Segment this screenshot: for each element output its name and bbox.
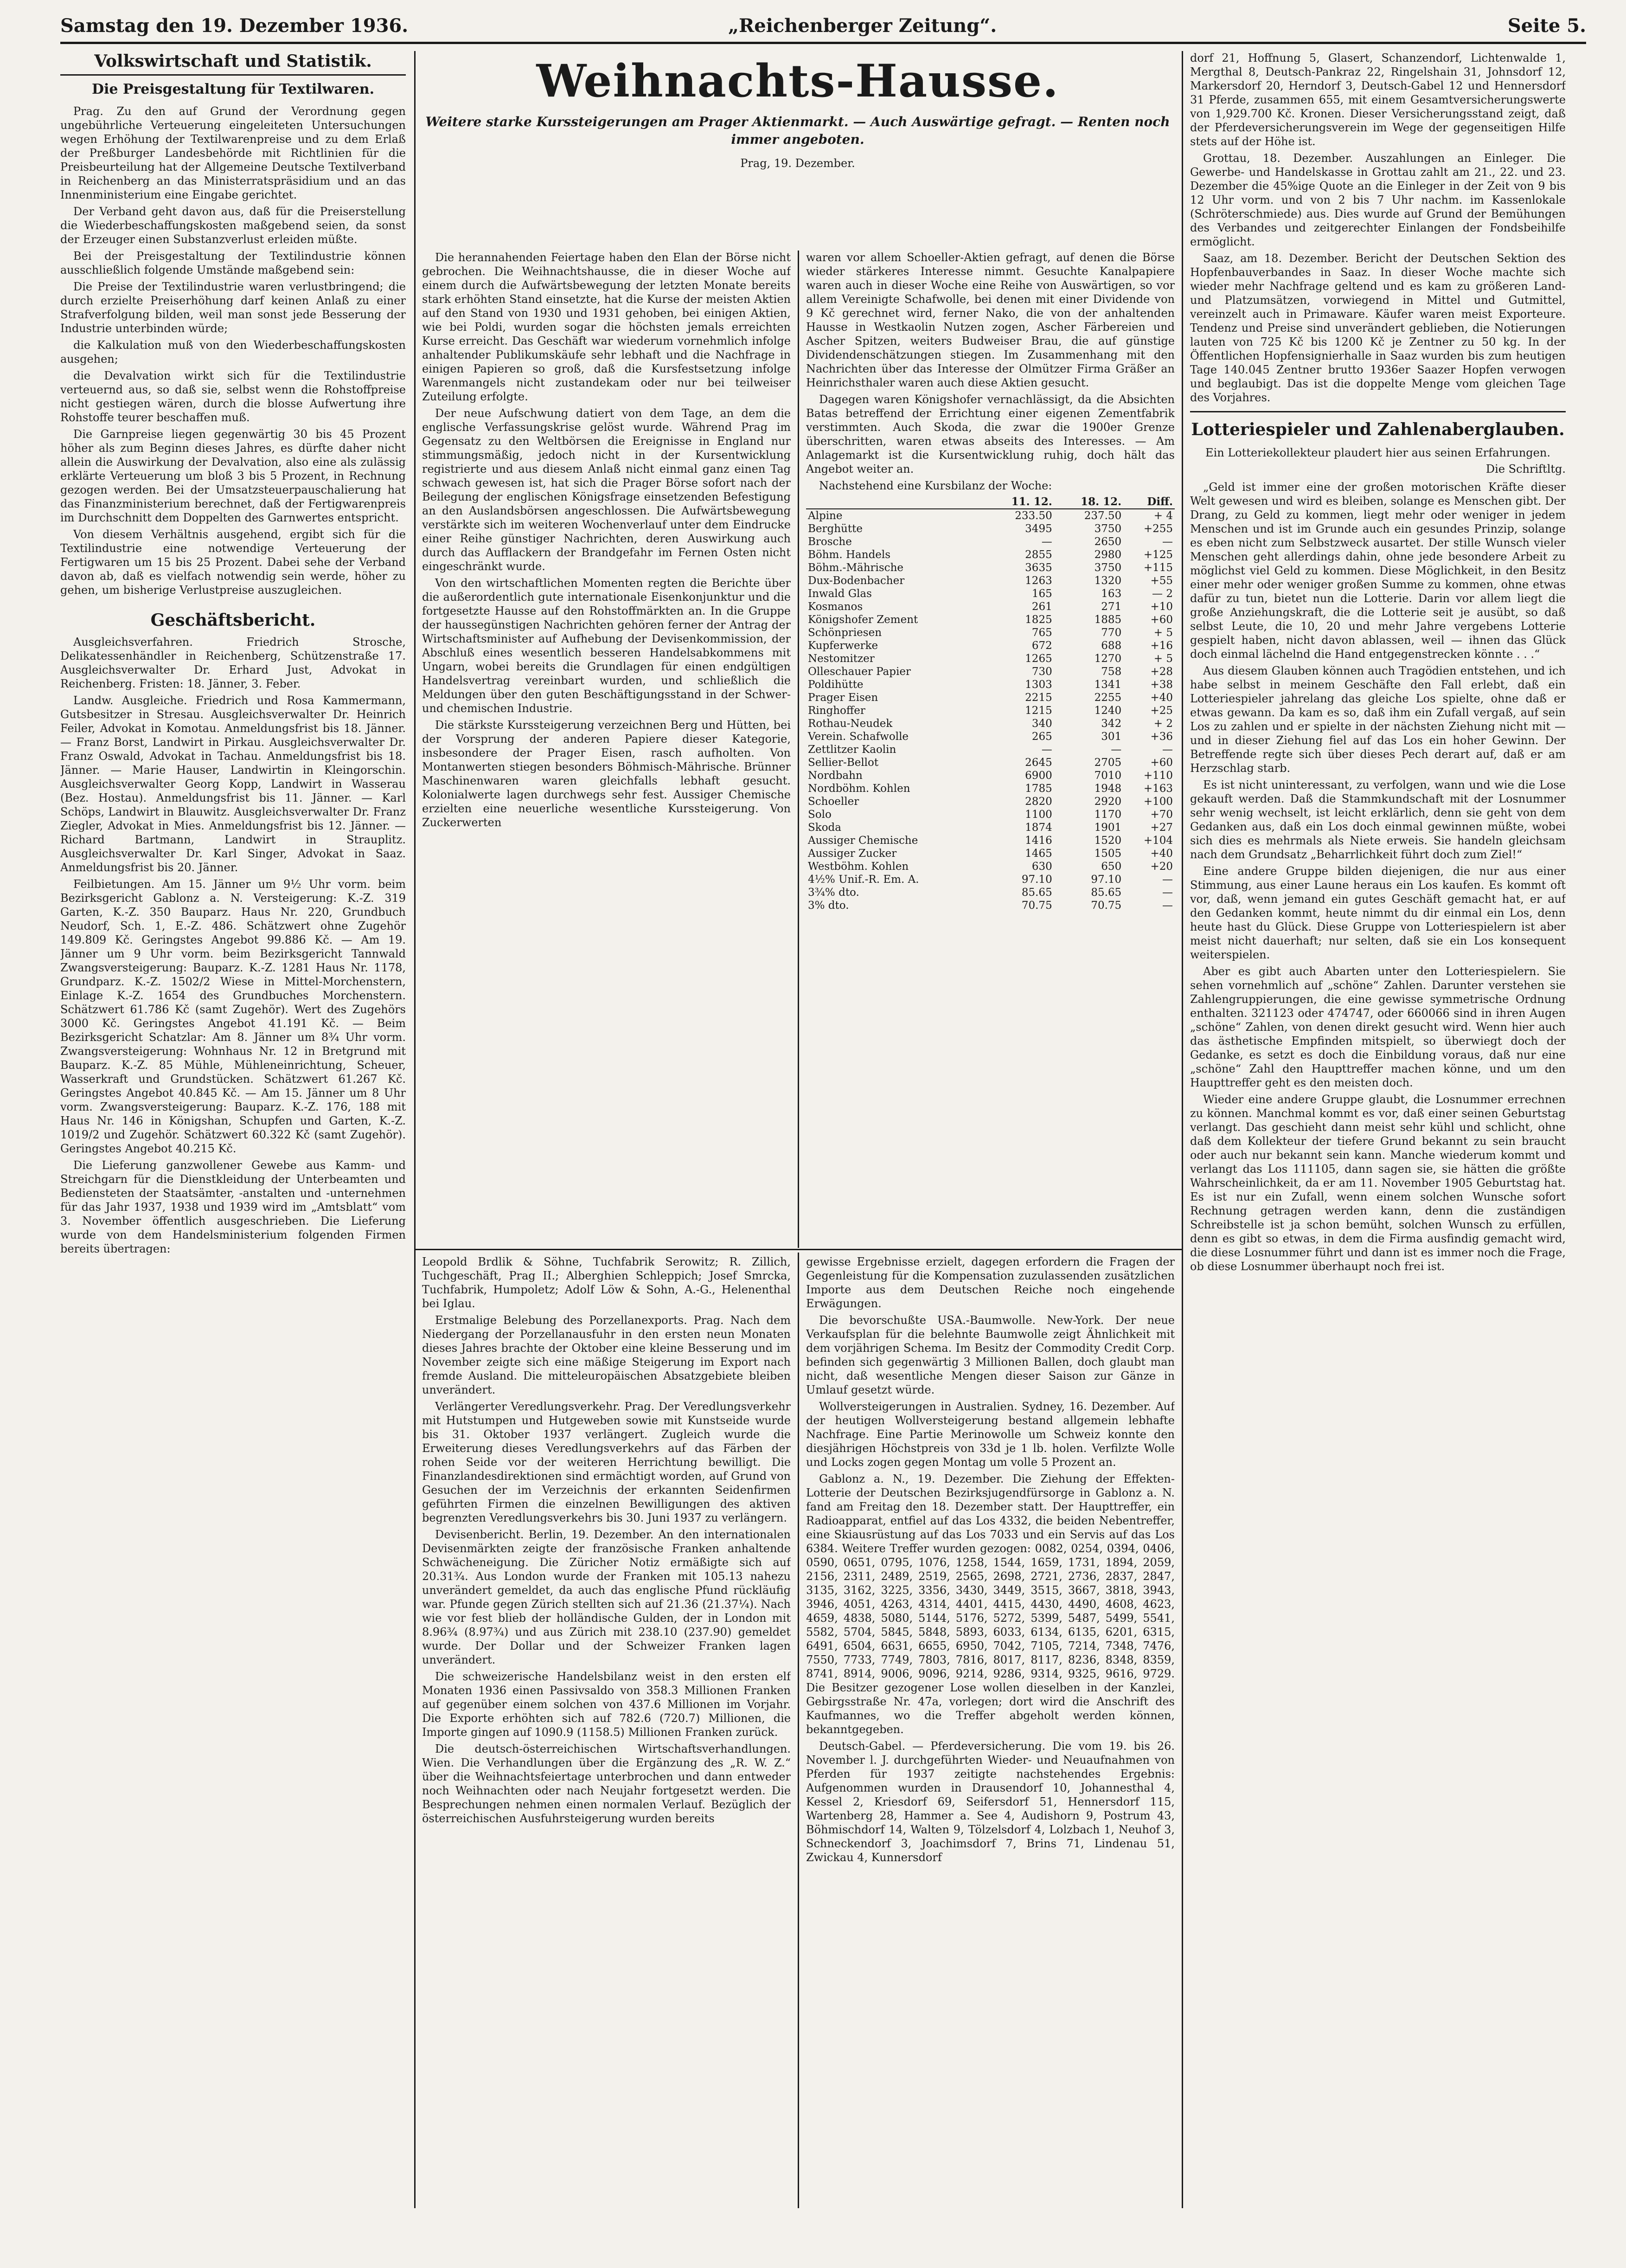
stock-value-cell: 1170 <box>1094 809 1122 821</box>
stock-value-cell: +255 <box>1143 523 1173 535</box>
stock-value-cell: 1901 <box>1094 822 1122 834</box>
column-rule-center-lower <box>798 1253 799 2208</box>
stock-value-cell: 630 <box>1031 861 1052 873</box>
stock-value-cell: 7010 <box>1094 770 1122 782</box>
stock-value-cell: + 5 <box>1153 627 1173 639</box>
table-row <box>806 626 1175 639</box>
stock-value-cell: 2820 <box>1025 796 1052 808</box>
table-row <box>806 522 1175 535</box>
stock-value-cell: 3495 <box>1025 523 1052 535</box>
stock-name-cell: Brosche <box>808 536 852 548</box>
stock-value-cell: 85.65 <box>1091 887 1122 899</box>
stock-name-cell: Inwald Glas <box>808 588 872 600</box>
paragraph: Landw. Ausgleiche. Friedrich und Rosa Kammermann, Gutsbesitzer in Stresau. Ausgleichsverwalter Dr. Heinrich Feiler, Advokat in Komotau. Anmeldungsfrist bis 18. Jänner. — Franz Borst, Landwirt in Pirkau. Ausgleichsverwalter Dr. Franz Oswald, Advokat in Tachau. Anmeldungsfrist bis 18. Jänner. — Marie Hauser, Landwirtin in Kleingorschin. Ausgleichsverwalter Georg Kopp, Landwirt in Wasserau (Bez. Hostau). Anmeldungsfrist bis 11. Jänner. — Karl Schöps, Landwirt in Blauwitz. Ausgleichsverwalter Dr. Franz Ziegler, Advokat in Mies. Anmeldungsfrist bis 12. Jänner. — Richard Bartmann, Landwirt in Strauplitz. Ausgleichsverwalter Dr. Karl Singer, Advokat in Saaz. Anmeldungsfrist bis 20. Jänner. <box>60 694 406 874</box>
table-header-cell: 11. 12. <box>985 495 1054 509</box>
stock-value-cell: +38 <box>1150 679 1173 691</box>
table-row <box>806 808 1175 821</box>
stock-value-cell: +110 <box>1143 770 1173 782</box>
table-row <box>806 574 1175 587</box>
table-row <box>806 548 1175 561</box>
stock-value-cell: +104 <box>1143 835 1173 847</box>
table-row <box>806 756 1175 769</box>
center-lower-column-a <box>422 1255 791 2208</box>
stock-value-cell: 1465 <box>1025 848 1052 860</box>
article-title-lotteriespieler: Lotteriespieler und Zahlenaberglauben. <box>1191 420 1565 439</box>
stock-value-cell: +60 <box>1150 757 1173 769</box>
stock-value-cell: 261 <box>1031 601 1052 613</box>
stock-value-cell: — <box>1111 744 1122 756</box>
paragraph: waren vor allem Schoeller-Aktien gefragt, auf denen die Börse wieder stärkeres Interesse nimmt. Gesuchte Kanalpapiere waren auch in dieser Woche eine Reihe von Auswärtigen, so vor allem Vereinigte Schafwolle, bei denen mit einer Dividende von 9 Kč gerechnet wird, ferner Nako, die von der anhaltenden Hausse in Westkaolin Nutzen zogen, Ascher Färbereien und Ascher Spitzen, weiters Budweiser Brau, die auf günstige Dividendenschätzungen stiegen. Im Zusammenhang mit den Nachrichten über das Interesse der Olmützer Firma Gräßer an Heinrichsthaler waren auch diese Aktien gesucht. <box>806 251 1175 389</box>
stock-name-cell: Schönpriesen <box>808 627 882 639</box>
stock-value-cell: 70.75 <box>1091 899 1122 912</box>
stock-name-cell: Verein. Schafwolle <box>808 731 909 743</box>
stock-name-cell: Zettlitzer Kaolin <box>808 744 896 756</box>
stock-value-cell: 1505 <box>1094 848 1122 860</box>
stock-name-cell: Sellier-Bellot <box>808 757 879 769</box>
stock-name-cell: Kupferwerke <box>808 640 878 652</box>
stock-value-cell: 2920 <box>1094 796 1122 808</box>
paragraph: Die bevorschußte USA.-Baumwolle. New-York. Der neue Verkaufsplan für die belehnte Baumwolle zeigt Ähnlichkeit mit dem vorjährigen Schema. Im Besitz der Commodity Credit Corp. befinden sich gegenwärtig 3 Millionen Ballen, doch glaubt man nicht, daß wesentliche Mengen dieser Saison zur Gänze in Umlauf gesetzt würde. <box>806 1314 1175 1396</box>
stock-value-cell: 3750 <box>1094 562 1122 574</box>
column-volkswirtschaft <box>60 51 406 2208</box>
table-row <box>806 535 1175 548</box>
paragraph: Dagegen waren Königshofer vernachlässigt, da die Absichten Batas betreffend der Errichtung einer eigenen Zementfabrik verstimmten. Auch Skoda, die zwar die 1900er Grenze überschritten, waren etwas abseits des Interesses. — Am Anlagemarkt ist die Kursentwicklung ruhig, doch hält das Angebot weiter an. <box>806 393 1175 475</box>
paragraph: Die herannahenden Feiertage haben den Elan der Börse nicht gebrochen. Die Weihnachtshausse, die in dieser Woche auf einem durch die Aufwärtsbewegung der letzten Monate bereits stark erhöhten Stand einsetzte, hat die Kurse der meisten Aktien auf den Stand von 1930 und 1931 gehoben, bei einigen Aktien, wie bei Poldi, wurden sogar die höchsten jemals erreichten Kurse erreicht. Das Geschäft war wiederum vornehmlich infolge anhaltender Publikumskäufe sehr lebhaft und die Nachfrage in einigen Papieren so groß, daß die Kursfestsetzung infolge Warenmangels nicht zustandekam oder nur bei teilweiser Zuteilung erfolgte. <box>422 251 791 403</box>
table-header-cell: Diff. <box>1123 495 1175 509</box>
section-heading: Volkswirtschaft und Statistik. <box>60 51 406 76</box>
stock-value-cell: 1885 <box>1094 614 1122 626</box>
stock-value-cell: 2705 <box>1094 757 1122 769</box>
stock-value-cell: 1303 <box>1025 679 1052 691</box>
stock-value-cell: — <box>1041 536 1052 548</box>
stock-value-cell: 233.50 <box>1015 510 1052 522</box>
center-headline-block <box>422 51 1173 251</box>
stock-value-cell: — <box>1162 744 1173 756</box>
paragraph: die Kalkulation muß von den Wiederbeschaffungskosten ausgehen; <box>60 339 406 366</box>
table-row <box>806 847 1175 860</box>
stock-value-cell: +163 <box>1143 783 1173 795</box>
paragraph: Die schweizerische Handelsbilanz weist in den ersten elf Monaten 1936 einen Passivsaldo von 358.3 Millionen Franken auf gegenüber einem solchen von 437.6 Millionen im Vorjahr. Die Exporte erhöhten sich auf 782.6 (720.7) Millionen, die Importe gingen auf 1090.9 (1158.5) Millionen Franken zurück. <box>422 1670 791 1739</box>
article-title-geschaeftsbericht: Geschäftsbericht. <box>150 610 316 630</box>
paragraph: die Devalvation wirkt sich für die Textilindustrie verteuernd aus, so daß sie, selbst wenn die Rohstoffpreise nicht gestiegen wären, durch die blosse Aufwertung ihre Rohstoffe teurer beschaffen muß. <box>60 369 406 424</box>
stock-value-cell: +36 <box>1150 731 1173 743</box>
stock-value-cell: 6900 <box>1025 770 1052 782</box>
stock-value-cell: + 5 <box>1153 653 1173 665</box>
stock-value-cell: — <box>1162 536 1173 548</box>
table-row <box>806 691 1175 704</box>
column-rule-1 <box>414 51 416 2208</box>
stock-value-cell: 2645 <box>1025 757 1052 769</box>
paragraph: Devisenbericht. Berlin, 19. Dezember. An den internationalen Devisenmärkten zeigte der französische Franken anhaltende Schwächeneigung. Die Züricher Notiz ermäßigte sich auf 20.31¾. Aus London wurde der Franken mit 105.13 nahezu unverändert gemeldet, da auch das englische Pfund rückläufig war. Pfunde gegen Zürich stellten sich auf 21.36 (21.37¼). Nach wie vor fest blieb der holländische Gulden, der in London mit 8.96¾ (8.97¾) und aus Zürich mit 238.10 (237.90) gemeldet wurde. Der Dollar und der Schweizer Franken lagen unverändert. <box>422 1528 791 1666</box>
stock-value-cell: + 4 <box>1153 510 1173 522</box>
stock-value-cell: + 2 <box>1153 718 1173 730</box>
paragraph: Ausgleichsverfahren. Friedrich Strosche, Delikatessenhändler in Reichenberg, Schützenstraße 17. Ausgleichsverwalter Dr. Erhard Just, Advokat in Reichenberg. Fristen: 18. Jänner, 3. Feber. <box>60 636 406 690</box>
stock-value-cell: 342 <box>1101 718 1122 730</box>
table-row <box>806 834 1175 847</box>
stock-name-cell: Aussiger Chemische <box>808 835 918 847</box>
stock-name-cell: Nordbahn <box>808 770 863 782</box>
stock-value-cell: +25 <box>1150 705 1173 717</box>
stock-value-cell: 165 <box>1031 588 1052 600</box>
table-row <box>806 743 1175 756</box>
column-right <box>1190 51 1566 2208</box>
stock-value-cell: +40 <box>1150 692 1173 704</box>
paragraph: „Geld ist immer eine der großen motorischen Kräfte dieser Welt gewesen und wird es bleiben, solange es Menschen gibt. Der Drang, zu Geld zu kommen, liegt mehr oder weniger in jedem Menschen und ist im Grunde auch ein gesundes Prinzip, solange es eben nicht zum Selbstzweck ausartet. Der stille Wunsch vieler Menschen geht allerdings dahin, ohne jede besondere Arbeit zu möglichst viel Geld zu kommen. Diese Möglichkeit, in den Besitz einer mehr oder weniger großen Summe zu kommen, ohne etwas dafür zu tun, bietet nun die Lotterie. Darin vor allem liegt die große Anziehungskraft, die die Lotterie seit je ausübt, so daß selbst Leute, die 10, 20 und mehr Jahre vergebens Lotterie gespielt haben, nicht davon ablassen, weil — ihnen das Glück doch einmal lächelnd die Hand entgegenstrecken könnte . . .“ <box>1190 481 1566 661</box>
stock-name-cell: Ringhoffer <box>808 705 865 717</box>
stock-value-cell: 340 <box>1031 718 1052 730</box>
stock-value-cell: 3635 <box>1025 562 1052 574</box>
paragraph: Gablonz a. N., 19. Dezember. Die Ziehung der Effekten-Lotterie der Deutschen Bezirksjugendfürsorge in Gablonz a. N. fand am Freitag den 18. Dezember statt. Der Haupttreffer, ein Radioapparat, entfiel auf das Los 4332, die beiden Nebentreffer, eine Skiausrüstung auf das Los 7033 und ein Servis auf das Los 6384. Weitere Treffer wurden gezogen: 0082, 0254, 0394, 0406, 0590, 0651, 0795, 1076, 1258, 1544, 1659, 1731, 1894, 2059, 2156, 2311, 2489, 2519, 2565, 2698, 2721, 2736, 2837, 2847, 3135, 3162, 3225, 3356, 3430, 3449, 3515, 3667, 3818, 3943, 3946, 4051, 4263, 4314, 4401, 4415, 4430, 4490, 4608, 4623, 4659, 4838, 5080, 5144, 5176, 5272, 5399, 5487, 5499, 5541, 5582, 5704, 5845, 5848, 5893, 6033, 6134, 6135, 6201, 6315, 6491, 6504, 6631, 6655, 6950, 7042, 7105, 7214, 7348, 7476, 7550, 7733, 7749, 7803, 7816, 8017, 8117, 8236, 8348, 8359, 8741, 8914, 9006, 9096, 9214, 9286, 9314, 9325, 9616, 9729. Die Besitzer gezogener Lose wollen dieselben in der Kanzlei, Gebirgsstraße Nr. 47a, vorlegen; dort wird die Anschrift des Kaufmannes, wo die Treffer abgeholt werden können, bekanntgegeben. <box>806 1472 1175 1736</box>
paragraph: Der neue Aufschwung datiert von dem Tage, an dem die englische Verfassungskrise gelöst wurde. Während Prag im Gegensatz zu den Weltbörsen die Ereignisse in England nur stimmungsmäßig, jedoch nicht in der Kursentwicklung registrierte und aus diesem Anlaß nicht einmal ganz einen Tag schwach gewesen ist, hat sich die Prager Börse sofort nach der Beilegung der englischen Königsfrage einsetzenden Befestigung an den Auslandsbörsen angeschlossen. Die Aufwärtsbewegung verstärkte sich im weiteren Wochenverlauf unter dem Eindrucke einer Reihe günstiger Nachrichten, deren Auswirkung auch durch das Aufflackern der Brandgefahr im Fernen Osten nicht eingeschränkt wurde. <box>422 407 791 573</box>
paragraph: Feilbietungen. Am 15. Jänner um 9½ Uhr vorm. beim Bezirksgericht Gablonz a. N. Versteigerung: K.-Z. 319 Garten, K.-Z. 350 Bauparz. Haus Nr. 220, Grundbuch Neudorf, Sch. 1, E.-Z. 486. Schätzwert ohne Zugehör 149.809 Kč. Geringstes Angebot 99.886 Kč. — Am 19. Jänner um 9 Uhr vorm. beim Bezirksgericht Tannwald Zwangsversteigerung: Bauparz. K.-Z. 1281 Haus Nr. 1178, Grundparz. K.-Z. 1502/2 Wiese in Mittel-Morchenstern, Einlage K.-Z. 1654 des Grundbuches Morchenstern. Schätzwert 61.786 Kč (samt Zugehör). Wert des Zugehörs 3000 Kč. Geringstes Angebot 41.191 Kč. — Beim Bezirksgericht Schatzlar: Am 8. Jänner um 8¾ Uhr vorm. Zwangsversteigerung: Wohnhaus Nr. 12 in Bretgrund mit Bauparz. K.-Z. 85 Mühle, Mühleneinrichtung, Scheuer, Wasserkraft und Grundstücken. Schätzwert 61.267 Kč. Geringstes Angebot 40.845 Kč. — Am 15. Jänner um 8 Uhr vorm. Zwangsversteigerung: Bauparz. K.-Z. 176, 188 mit Haus Nr. 146 in Königshan, Schupfen und Garten, K.-Z. 1019/2 und Zugehör. Schätzwert 60.322 Kč (samt Zugehör). Geringstes Angebot 40.215 Kč. <box>60 878 406 1155</box>
stock-value-cell: 2650 <box>1094 536 1122 548</box>
header-page-number: Seite 5. <box>1507 15 1586 37</box>
stock-value-cell: — <box>1041 744 1052 756</box>
stock-name-cell: 3¾% dto. <box>808 887 859 899</box>
table-header-cell <box>806 495 985 509</box>
table-row <box>806 717 1175 730</box>
stock-value-cell: — <box>1162 887 1173 899</box>
stock-value-cell: 97.10 <box>1021 874 1052 886</box>
stock-value-cell: 2215 <box>1025 692 1052 704</box>
paragraph: Der Verband geht davon aus, daß für die Preiserstellung die Wiederbeschaffungskosten maßgebend seien, da sonst der Erzeuger einen Substanzverlust erleiden müßte. <box>60 205 406 246</box>
paragraph: Die Preise der Textilindustrie waren verlustbringend; die durch erzielte Preiserhöhung darf keinen Anlaß zu einer Strafverfolgung bilden, weil man sonst jede Besserung der Industrie unterbinden würde; <box>60 280 406 335</box>
page-header <box>60 9 1586 44</box>
stock-value-cell: 1240 <box>1094 705 1122 717</box>
paragraph: Eine andere Gruppe bilden diejenigen, die nur aus einer Stimmung, aus einer Laune heraus ein Los kaufen. Es kommt oft vor, daß, wenn jemand ein gutes Geschäft gemacht hat, er auf den Gedanken kommt, heute nimmt du dir einmal ein Los, denn heute hast du Glück. Diese Gruppe von Lotteriespielern ist aber meist nicht dauerhaft; nur selten, daß sie ein Los konsequent weiterspielen. <box>1190 865 1566 961</box>
stock-value-cell: 1874 <box>1025 822 1052 834</box>
stock-name-cell: Königshofer Zement <box>808 614 918 626</box>
stock-name-cell: Böhm. Handels <box>808 549 891 561</box>
stock-value-cell: +10 <box>1150 601 1173 613</box>
stock-name-cell: Berghütte <box>808 523 863 535</box>
paragraph: Die Lieferung ganzwollener Gewebe aus Kamm- und Streichgarn für die Dienstkleidung der Unterbeamten und Bediensteten der Staatsämter, -anstalten und -unternehmen für das Jahr 1937, 1938 und 1939 wird im „Amtsblatt“ vom 3. November öffentlich ausgeschrieben. Die Lieferung wurde von dem Handelsministerium folgenden Firmen bereits übertragen: <box>60 1159 406 1255</box>
paragraph: Aus diesem Glauben können auch Tragödien entstehen, und ich habe selbst in meinem Geschäfte den Fall erlebt, daß ein Lotteriespieler jahrelang das gleiche Los spielte, ohne daß er etwas gewann. Da kam es so, daß ihm ein Zufall vergaß, auf sein Los zu zahlen und er spielte in der nächsten Ziehung nicht mit — und in dieser Ziehung fiel auf das Los ein hoher Gewinn. Der Betreffende regte sich über dieses Pech derart auf, daß er am Herzschlag starb. <box>1190 664 1566 775</box>
table-row <box>806 613 1175 626</box>
stock-value-cell: +16 <box>1150 640 1173 652</box>
stock-name-cell: Poldihütte <box>808 679 864 691</box>
paragraph: Es ist nicht uninteressant, zu verfolgen, wann und wie die Lose gekauft werden. Daß die Stammkundschaft mit der Losnummer sehr wenig wechselt, ist leicht erklärlich, denn sie geht von dem Gedanken aus, daß ein Los doch einmal gewinnen müßte, wobei sich dies es mehrmals als Niete erweis. Sie handeln gleichsam nach dem Grundsatz „Beharrlichkeit führt doch zum Ziel!“ <box>1190 778 1566 861</box>
stock-value-cell: 758 <box>1101 666 1122 678</box>
stock-value-cell: 730 <box>1031 666 1052 678</box>
column-rule-center-upper <box>798 251 799 1248</box>
stock-value-cell: 2255 <box>1094 692 1122 704</box>
stock-value-cell: +27 <box>1150 822 1173 834</box>
stock-value-cell: +70 <box>1150 809 1173 821</box>
stock-name-cell: Böhm.-Mährische <box>808 562 903 574</box>
paragraph: Die Garnpreise liegen gegenwärtig 30 bis 45 Prozent höher als zum Beginn dieses Jahres, es dürfte daher nicht allein die Auswirkung der Devalvation, also eine als zulässig erklärte Verteuerung um bloß 3 bis 5 Prozent, in Rechnung gezogen werden. Bei der Umsatzsteuerpauschalierung hat das Finanzministerium berechnet, daß der Fertigwarenpreis im Durchschnitt dem Doppelten des Garnwertes entspricht. <box>60 428 406 524</box>
stock-value-cell: 650 <box>1101 861 1122 873</box>
table-row <box>806 704 1175 717</box>
column-rule-4 <box>1182 51 1183 2208</box>
stock-name-cell: Nordböhm. Kohlen <box>808 783 910 795</box>
headline-weihnachts-hausse: Weihnachts-Hausse. <box>536 55 1059 107</box>
stock-name-cell: Prager Eisen <box>808 692 878 704</box>
stock-value-cell: 1520 <box>1094 835 1122 847</box>
paragraph: dorf 21, Hoffnung 5, Glasert, Schanzendorf, Lichtenwalde 1, Mergthal 8, Deutsch-Pankraz 22, Ringelshain 31, Johnsdorf 12, Markersdorf 20, Herndorf 3, Deutsch-Gabel 12 und Hennersdorf 31 Pferde, zusammen 655, mit einem Gesamtversicherungswerte von 1,929.700 Kč. Kronen. Dieser Versicherungsstand zeigt, daß der Pferdeversicherungsverein im Wege der gegenseitigen Hilfe stets auf der Höhe ist. <box>1190 51 1566 148</box>
stock-value-cell: 1270 <box>1094 653 1122 665</box>
stock-value-cell: +60 <box>1150 614 1173 626</box>
paragraph: Grottau, 18. Dezember. Auszahlungen an Einleger. Die Gewerbe- und Handelskasse in Grottau zahlt am 21., 22. und 23. Dezember die 45%ige Quote an die Einleger in der Zeit von 9 bis 12 Uhr vorm. und von 2 bis 7 Uhr nachm. im Kassenlokale (Schröterschmiede) aus. Dies wurde auf Grund der Bemühungen des Verbandes und zeitgerechter Einlangen der Fondsbeihilfe ermöglicht. <box>1190 152 1566 248</box>
table-row <box>806 639 1175 652</box>
center-lower-column-b <box>806 1255 1175 2208</box>
stock-value-cell: 163 <box>1101 588 1122 600</box>
stock-value-cell: 1265 <box>1025 653 1052 665</box>
center-horizontal-rule <box>414 1249 1182 1250</box>
stock-name-cell: Alpine <box>808 510 843 522</box>
headline-deck: Weitere starke Kurssteigerungen am Prager Aktienmarkt. — Auch Auswärtige gefragt. — Renten noch immer angeboten. <box>425 114 1170 147</box>
stock-value-cell: 672 <box>1031 640 1052 652</box>
kursbilanz-table <box>806 495 1175 912</box>
paragraph: Saaz, am 18. Dezember. Bericht der Deutschen Sektion des Hopfenbauverbandes in Saaz. In dieser Woche machte sich wieder mehr Nachfrage geltend und es kam zu größeren Land- und Platzumsätzen, vorwiegend in Mittel und Gutmittel, vereinzelt auch in Primaware. Käufer waren meist Exporteure. Tendenz und Preise sind unverändert geblieben, die Notierungen lauten von 725 Kč bis 1200 Kč je Zentner zu 50 kg. In der Öffentlichen Hopfensignierhalle in Saaz wurden bis zum heutigen Tage 140.045 Zentner brutto 1936er Saazer Hopfen verwogen und beglaubigt. Das ist die doppelte Menge vom gleichen Tage des Vorjahres. <box>1190 252 1566 404</box>
paragraph: Wieder eine andere Gruppe glaubt, die Losnummer errechnen zu können. Manchmal kommt es vor, daß einer seinen Geburtstag verlangt. Das geschieht dann meist sehr kühl und schlicht, ohne daß dem Kollekteur der tiefere Grund bekannt zu sein braucht oder auch nur bekannt sein kann. Manche wiederum kommt und verlangt das Los 111105, dann sagen sie, sie hätten die größte Wahrscheinlichkeit, da er am 11. November 1905 Geburtstag hat. Es ist nur ein Zufall, wenn einem solchen Wunsche sofort Rechnung getragen werden kann, denn die zuständigen Schreibstelle ist ja schon bemüht, solchen Wunsch zu erfüllen, denn es gibt so etwas, in dem die Firma ausfindig gemacht wird, die diese Losnummer führt und dann ist es immer noch die Frage, ob diese Losnummer überhaupt noch frei ist. <box>1190 1093 1566 1273</box>
table-row <box>806 509 1175 522</box>
table-row <box>806 665 1175 678</box>
article-subtitle: Ein Lotteriekollekteur plaudert hier aus seinen Erfahrungen. <box>1205 446 1550 459</box>
table-row <box>806 821 1175 834</box>
stock-value-cell: — <box>1162 899 1173 912</box>
table-header-row <box>806 495 1175 509</box>
stock-value-cell: 1416 <box>1025 835 1052 847</box>
stock-value-cell: +115 <box>1143 562 1173 574</box>
stock-value-cell: +40 <box>1150 848 1173 860</box>
stock-value-cell: +20 <box>1150 861 1173 873</box>
stock-value-cell: 2855 <box>1025 549 1052 561</box>
stock-name-cell: 4½% Unif.-R. Em. A. <box>808 874 919 886</box>
center-column-b <box>806 251 1175 1246</box>
stock-value-cell: 1320 <box>1094 575 1122 587</box>
table-row <box>806 600 1175 613</box>
stock-value-cell: 1948 <box>1094 783 1122 795</box>
paragraph: Die deutsch-österreichischen Wirtschaftsverhandlungen. Wien. Die Verhandlungen über die Ergänzung des „R. W. Z.“ über die Weihnachtsfeiertage unterbrochen und dann entweder noch Weihnachten oder nach Neujahr fortgesetzt werden. Die Besprechungen nehmen einen normalen Verlauf. Bezüglich der österreichischen Ausfuhrsteigerung wurden bereits <box>422 1742 791 1825</box>
paragraph: Von den wirtschaftlichen Momenten regten die Berichte über die außerordentlich gute internationale Eisenkonjunktur und die fortgesetzte Hausse auf den Rohstoffmärkten an. In die Gruppe der haussegünstigen Nachrichten gehören ferner der Antrag der Wirtschaftsminister auf Aufhebung der Devisenkommission, der Abschluß eines wesentlich besseren Handelsabkommens mit Ungarn, wobei bereits die Grundlagen für einen endgültigen Handelsvertrag vereinbart wurden, und schließlich die Meldungen über den guten Beschäftigungsstand in der Schwer- und chemischen Industrie. <box>422 577 791 715</box>
stock-name-cell: Schoeller <box>808 796 859 808</box>
paragraph: Prag. Zu den auf Grund der Verordnung gegen ungebührliche Verteuerung eingeleiteten Untersuchungen wegen Erhöhung der Textilwarenpreise und zu dem Erlaß der Preßburger Landesbehörde mit Richtlinien für die Preisbeurteilung hat der Allgemeine Deutsche Textilverband in Reichenberg an das Ministerratspräsidium und an das Innenministerium eine Eingabe gerichtet. <box>60 105 406 201</box>
stock-value-cell: 2980 <box>1094 549 1122 561</box>
paragraph: Aber es gibt auch Abarten unter den Lotteriespielern. Sie sehen vornehmlich auf „schöne“ Zahlen. Darunter verstehen sie Zahlengruppierungen, die eine gewisse symmetrische Ordnung enthalten. 321123 oder 474747, oder 660066 sind in ihren Augen „schöne“ Zahlen, von denen direkt gesucht wird. Wenn hier auch das ästhetische Empfinden mitspielt, so überwiegt doch der Gedanke, es setzt es doch die Einbildung voraus, daß nur eine „schöne“ Zahl den Haupttreffer machen könne, und um den Haupttreffer geht es den meisten doch. <box>1190 965 1566 1089</box>
stock-value-cell: 237.50 <box>1084 510 1122 522</box>
stock-value-cell: 1785 <box>1025 783 1052 795</box>
stock-name-cell: Rothau-Neudek <box>808 718 893 730</box>
stock-value-cell: +125 <box>1143 549 1173 561</box>
stock-name-cell: Westböhm. Kohlen <box>808 861 909 873</box>
stock-value-cell: 1215 <box>1025 705 1052 717</box>
stock-value-cell: 265 <box>1031 731 1052 743</box>
stock-value-cell: 688 <box>1101 640 1122 652</box>
stock-name-cell: Skoda <box>808 822 841 834</box>
stock-name-cell: Nestomitzer <box>808 653 875 665</box>
paragraph: Deutsch-Gabel. — Pferdeversicherung. Die vom 19. bis 26. November l. J. durchgeführten Wieder- und Neuaufnahmen von Pferden für 1937 zeitigte nachstehendes Ergebnis: Aufgenommen wurden in Drausendorf 10, Johannesthal 4, Kessel 2, Kriesdorf 69, Seifersdorf 51, Hennersdorf 115, Wartenberg 28, Hammer a. See 4, Audishorn 9, Postrum 43, Böhmischdorf 14, Walten 9, Tölzelsdorf 4, Lolzbach 1, Neuhof 3, Schneckendorf 3, Joachimsdorf 7, Brins 71, Lindenau 51, Zwickau 4, Kunnersdorf <box>806 1740 1175 1864</box>
stock-value-cell: 271 <box>1101 601 1122 613</box>
paragraph: Nachstehend eine Kursbilanz der Woche: <box>819 479 1052 492</box>
paragraph: gewisse Ergebnisse erzielt, dagegen erfordern die Fragen der Gegenleistung für die Kompensation zuzulassenden zusätzlichen Importe aus dem Deutschen Reiche noch eingehende Erwägungen. <box>806 1255 1175 1310</box>
stock-value-cell: 1100 <box>1025 809 1052 821</box>
stock-value-cell: 770 <box>1101 627 1122 639</box>
stock-value-cell: 85.65 <box>1021 887 1052 899</box>
paragraph: Erstmalige Belebung des Porzellanexports. Prag. Nach dem Niedergang der Porzellanausfuhr in den ersten neun Monaten dieses Jahres brachte der Oktober eine kleine Besserung und im November zeigte sich eine mäßige Steigerung im Export nach fremde Ausland. Die mitteleuropäischen Absatzgebiete bleiben unverändert. <box>422 1314 791 1396</box>
table-row <box>806 795 1175 808</box>
stock-name-cell: Aussiger Zucker <box>808 848 897 860</box>
stock-value-cell: +28 <box>1150 666 1173 678</box>
stock-value-cell: +55 <box>1150 575 1173 587</box>
paragraph: Von diesem Verhältnis ausgehend, ergibt sich für die Textilindustrie eine notwendige Verteuerung der Fertigwaren um 15 bis 25 Prozent. Dabei sehe der Verband davon ab, daß es vielfach notwendig sein werde, höher zu gehen, um bisherige Verlustpreise auszugleichen. <box>60 528 406 597</box>
paragraph: Leopold Brdlik & Söhne, Tuchfabrik Serowitz; R. Zillich, Tuchgeschäft, Prag II.; Alberghien Schleppich; Josef Smrcka, Tuchfabrik, Humpoletz; Adolf Löw & Sohn, A.-G., Helenenthal bei Iglau. <box>422 1255 791 1310</box>
table-row <box>806 730 1175 743</box>
paragraph: Verlängerter Veredlungsverkehr. Prag. Der Veredlungsverkehr mit Hutstumpen und Hutgeweben sowie mit Kunstseide wurde bis 31. Oktober 1937 verlängert. Zugleich wurde die Erweiterung dieses Veredlungsverkehrs auf das Färben der rohen Seide vor der weiteren Herrichtung bewilligt. Die Finanzlandesdirektionen sind ermächtigt worden, auf Grund von Gesuchen der im Verzeichnis der erkannten Seidenfirmen geführten Firmen die einzelnen Bewilligungen des aktiven begrenzten Veredlungsverkehrs bis 30. Juni 1937 zu verlängern. <box>422 1400 791 1524</box>
table-row <box>806 678 1175 691</box>
stock-value-cell: — <box>1162 874 1173 886</box>
stock-name-cell: 3% dto. <box>808 899 849 912</box>
table-row <box>806 769 1175 782</box>
stock-value-cell: 765 <box>1031 627 1052 639</box>
article-byline: Die Schriftltg. <box>1485 463 1566 475</box>
stock-value-cell: 1263 <box>1025 575 1052 587</box>
stock-value-cell: 3750 <box>1094 523 1122 535</box>
table-row <box>806 782 1175 795</box>
stock-value-cell: 301 <box>1101 731 1122 743</box>
stock-value-cell: +100 <box>1143 796 1173 808</box>
table-header-cell: 18. 12. <box>1054 495 1123 509</box>
table-row <box>806 873 1175 886</box>
stock-value-cell: 97.10 <box>1091 874 1122 886</box>
paragraph: Bei der Preisgestaltung der Textilindustrie können ausschließlich folgende Umstände maßgebend sein: <box>60 250 406 276</box>
table-row <box>806 886 1175 899</box>
article-title-textilwaren: Die Preisgestaltung für Textilwaren. <box>91 81 375 97</box>
stock-name-cell: Dux-Bodenbacher <box>808 575 905 587</box>
stock-value-cell: 1825 <box>1025 614 1052 626</box>
dateline: Prag, 19. Dezember. <box>740 157 855 170</box>
paragraph: Wollversteigerungen in Australien. Sydney, 16. Dezember. Auf der heutigen Wollversteigerung bestand allgemein lebhafte Nachfrage. Eine Partie Merinowolle um Schweiz konnte den diesjährigen Höchstpreis von 33d je 1 lb. holen. Verfilzte Wolle und Locks zogen gegen Montag um volle 5 Prozent an. <box>806 1400 1175 1469</box>
table-row <box>806 587 1175 600</box>
stock-value-cell: — 2 <box>1152 588 1173 600</box>
paragraph: Die stärkste Kurssteigerung verzeichnen Berg und Hütten, bei der Vorsprung der anderen Papiere dieser Kategorie, insbesondere der Prager Eisen, rasch aufholten. Von Montanwerten stiegen besonders Böhmisch-Mährische. Brünner Maschinenwaren waren gleichfalls lebhaft gesucht. Kolonialwerte lagen durchwegs sehr fest. Aussiger Chemische erzielten eine neuerliche wesentliche Kurssteigerung. Von Zuckerwerten <box>422 719 791 829</box>
table-row <box>806 899 1175 912</box>
header-date: Samstag den 19. Dezember 1936. <box>60 15 409 37</box>
table-row <box>806 860 1175 873</box>
table-row <box>806 652 1175 665</box>
stock-name-cell: Kosmanos <box>808 601 863 613</box>
stock-name-cell: Solo <box>808 809 832 821</box>
header-paper-title: „Reichenberger Zeitung“. <box>728 15 997 37</box>
stock-name-cell: Olleschauer Papier <box>808 666 911 678</box>
stock-value-cell: 70.75 <box>1021 899 1052 912</box>
stock-value-cell: 1341 <box>1094 679 1122 691</box>
section-divider <box>1190 411 1566 412</box>
table-row <box>806 561 1175 574</box>
center-column-a <box>422 251 791 1246</box>
